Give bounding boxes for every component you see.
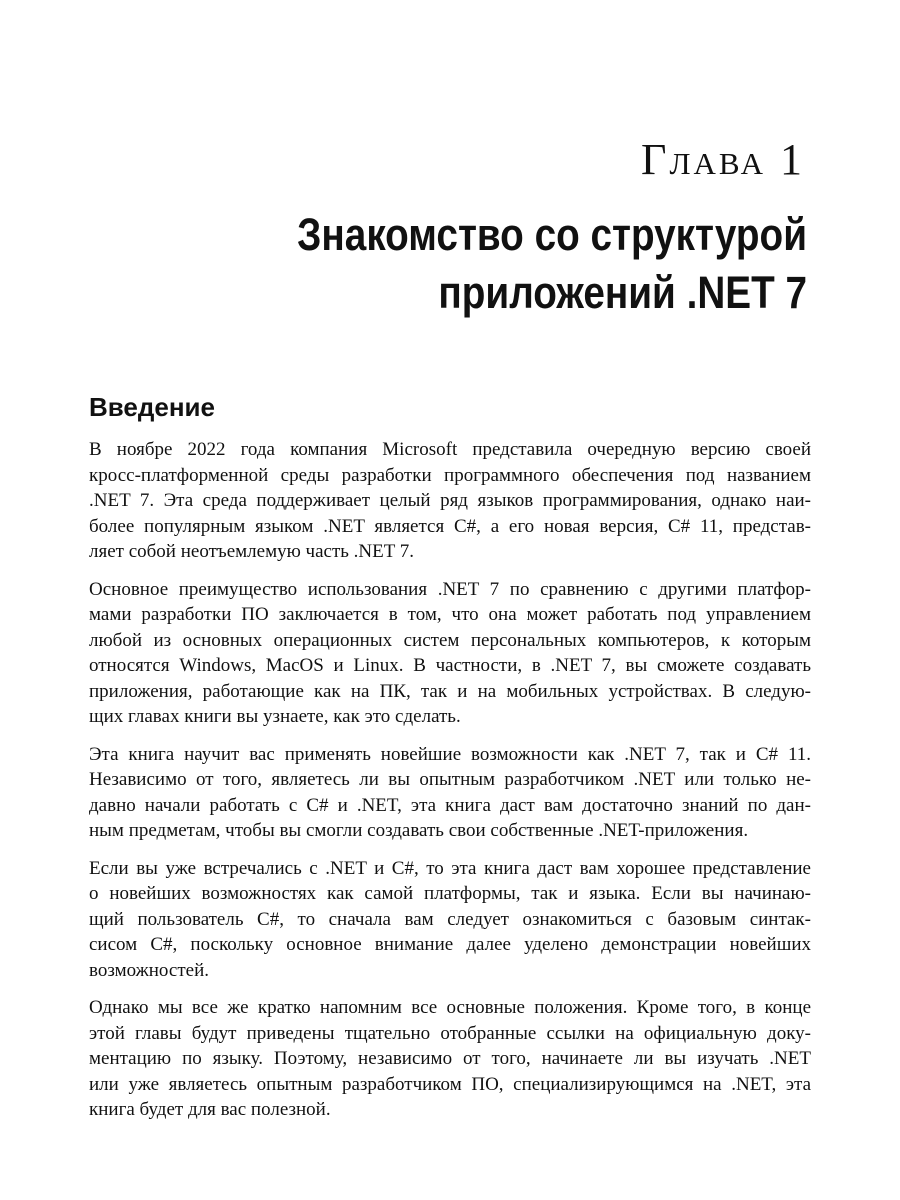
paragraph xyxy=(89,995,811,1123)
text-line: относятся Windows, MacOS и Linux. В частности, в .NET 7, вы сможете создавать xyxy=(89,655,811,676)
paragraph xyxy=(89,856,811,984)
text-line: Если вы уже встречались с .NET и C#, то эта книга даст вам хорошее представление xyxy=(89,857,811,879)
paragraph xyxy=(89,577,811,730)
chapter-title xyxy=(205,206,807,322)
text-line: приложения, работающие как на ПК, так и на мобильных устройствах. В следую- xyxy=(89,680,811,702)
text-line: ляет собой неотъемлемую часть .NET 7. xyxy=(89,541,415,562)
text-line: ментацию по языку. Поэтому, независимо от того, начинаете ли вы изучать .NET xyxy=(89,1048,811,1069)
text-line: этой главы будут приведены тщательно отобранные ссылки на официальную доку- xyxy=(89,1022,811,1044)
text-line: Основное преимущество использования .NET 7 по сравнению с другими платфор- xyxy=(89,578,811,600)
text-line: книга будет для вас полезной. xyxy=(89,1099,331,1120)
text-line: .NET 7. Эта среда поддерживает целый ряд языков программирования, однако наи- xyxy=(89,490,811,511)
text-line: сисом C#, поскольку основное внимание далее уделено демонстрации новейших xyxy=(89,934,811,955)
text-line: о новейших возможностях как самой платформы, так и языка. Если вы начинаю- xyxy=(89,883,811,904)
chapter-title-line: Знакомство со структурой xyxy=(297,209,807,260)
paragraph xyxy=(89,742,811,844)
body-text xyxy=(89,437,811,1135)
paragraph xyxy=(89,437,811,565)
text-line: В ноябре 2022 года компания Microsoft представила очередную версию своей xyxy=(89,439,811,460)
text-line: или уже являетесь опытным разработчиком ПО, специализирующимся на .NET, эта xyxy=(89,1073,811,1095)
section-heading: Введение xyxy=(89,392,215,422)
text-line: Эта книга научит вас применять новейшие возможности как .NET 7, так и C# 11. xyxy=(89,743,811,765)
text-line: более популярным языком .NET является C#, а его новая версия, C# 11, представ- xyxy=(89,515,811,537)
text-line: щий пользователь C#, то сначала вам следует ознакомиться с базовым синтак- xyxy=(89,908,811,930)
text-line: Независимо от того, являетесь ли вы опытным разработчиком .NET или только не- xyxy=(89,769,811,790)
chapter-number: 1 xyxy=(780,135,805,184)
text-line: кросс-платформенной среды разработки программного обеспечения под названием xyxy=(89,464,811,486)
text-line: Однако мы все же кратко напомним все основные положения. Кроме того, в конце xyxy=(89,997,811,1018)
text-line: ным предметам, чтобы вы смогли создавать свои собственные .NET-приложения. xyxy=(89,820,749,841)
text-line: возможностей. xyxy=(89,959,209,981)
text-line: любой из основных операционных систем персональных компьютеров, к которым xyxy=(89,629,811,651)
chapter-label xyxy=(641,135,805,184)
chapter-label-word: Глава xyxy=(641,135,766,184)
chapter-title-line: приложений .NET 7 xyxy=(438,267,807,318)
text-line: щих главах книги вы узнаете, как это сделать. xyxy=(89,706,461,727)
text-line: мами разработки ПО заключается в том, что она может работать под управлением xyxy=(89,604,811,625)
text-line: давно начали работать с C# и .NET, эта книга даст вам достаточно знаний по дан- xyxy=(89,794,811,816)
